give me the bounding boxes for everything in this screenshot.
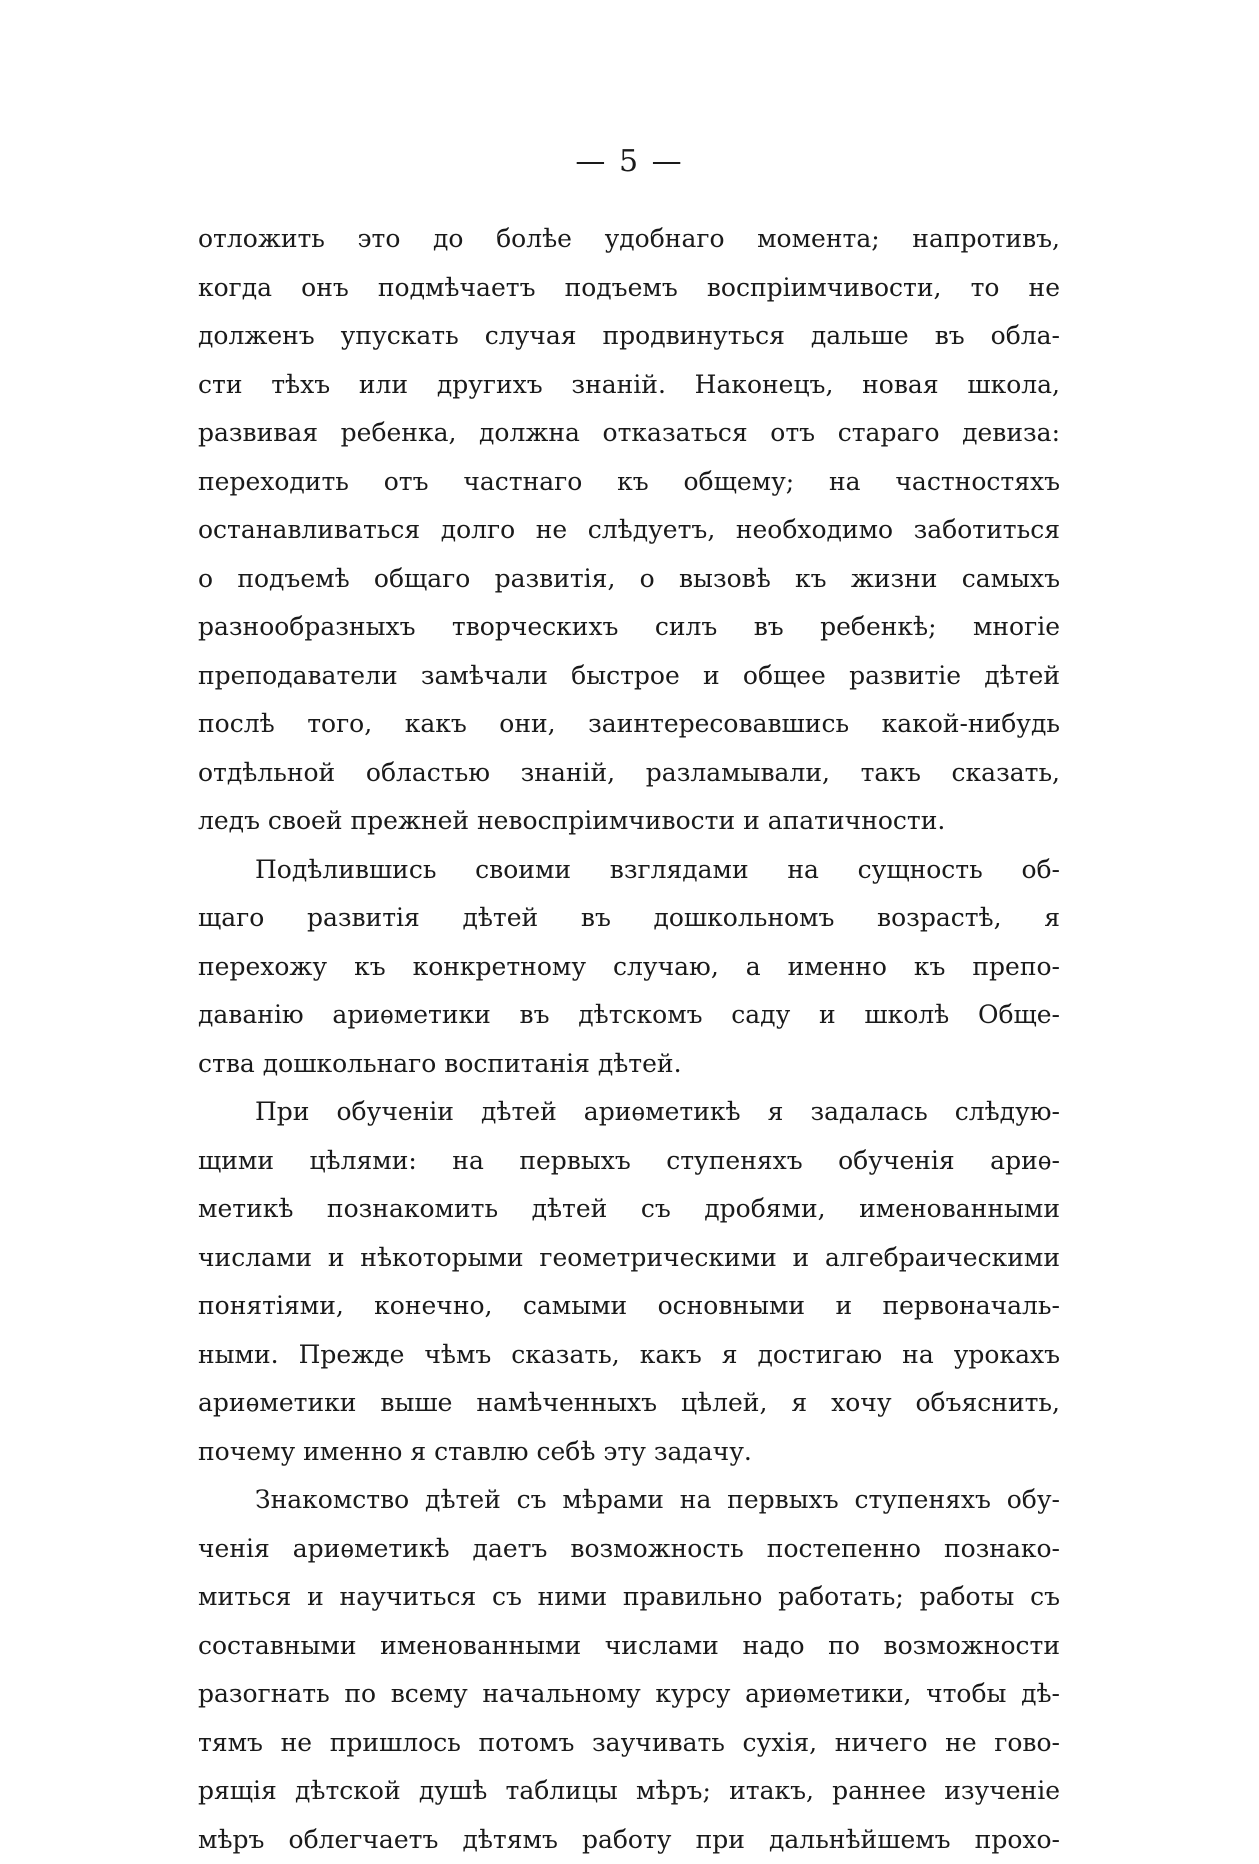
text-line: Подѣлившись своими взглядами на сущность об- — [198, 846, 1060, 895]
text-line: составными именованными числами надо по возможности — [198, 1622, 1060, 1671]
paragraph — [198, 1088, 1060, 1476]
text-line: отдѣльной областью знаній, разламывали, такъ сказать, — [198, 749, 1060, 798]
text-line: преподаватели замѣчали быстрое и общее развитіе дѣтей — [198, 652, 1060, 701]
text-line: даванію ариѳметики въ дѣтскомъ саду и школѣ Обще- — [198, 991, 1060, 1040]
text-line: ства дошкольнаго воспитанія дѣтей. — [198, 1040, 1060, 1089]
text-line: щаго развитія дѣтей въ дошкольномъ возрастѣ, я — [198, 894, 1060, 943]
text-line: числами и нѣкоторыми геометрическими и алгебраическими — [198, 1234, 1060, 1283]
text-line: понятіями, конечно, самыми основными и первоначаль- — [198, 1282, 1060, 1331]
text-line: ченія ариѳметикѣ даетъ возможность постепенно познако- — [198, 1525, 1060, 1574]
text-line: сти тѣхъ или другихъ знаній. Наконецъ, новая школа, — [198, 361, 1060, 410]
paragraph — [198, 1476, 1060, 1864]
text-line: При обученіи дѣтей ариѳметикѣ я задалась слѣдую- — [198, 1088, 1060, 1137]
text-line: миться и научиться съ ними правильно работать; работы съ — [198, 1573, 1060, 1622]
page-number: — 5 — — [0, 144, 1259, 179]
body-text — [198, 215, 1060, 1864]
text-line: отложить это до болѣе удобнаго момента; напротивъ, — [198, 215, 1060, 264]
text-line: почему именно я ставлю себѣ эту задачу. — [198, 1428, 1060, 1477]
text-line: о подъемѣ общаго развитія, о вызовѣ къ жизни самыхъ — [198, 555, 1060, 604]
text-line: рящія дѣтской душѣ таблицы мѣръ; итакъ, раннее изученіе — [198, 1767, 1060, 1816]
text-line: ными. Прежде чѣмъ сказать, какъ я достигаю на урокахъ — [198, 1331, 1060, 1380]
text-line: долженъ упускать случая продвинуться дальше въ обла- — [198, 312, 1060, 361]
text-line: ариѳметики выше намѣченныхъ цѣлей, я хочу объяснить, — [198, 1379, 1060, 1428]
text-line: ледъ своей прежней невоспріимчивости и апатичности. — [198, 797, 1060, 846]
text-line: мѣръ облегчаетъ дѣтямъ работу при дальнѣйшемъ прохо- — [198, 1816, 1060, 1864]
paragraph — [198, 846, 1060, 1089]
text-line: разогнать по всему начальному курсу ариѳметики, чтобы дѣ- — [198, 1670, 1060, 1719]
text-line: тямъ не пришлось потомъ заучивать сухія, ничего не гово- — [198, 1719, 1060, 1768]
text-line: щими цѣлями: на первыхъ ступеняхъ обученія ариѳ- — [198, 1137, 1060, 1186]
text-line: развивая ребенка, должна отказаться отъ стараго девиза: — [198, 409, 1060, 458]
text-line: останавливаться долго не слѣдуетъ, необходимо заботиться — [198, 506, 1060, 555]
text-line: переходить отъ частнаго къ общему; на частностяхъ — [198, 458, 1060, 507]
paragraph — [198, 215, 1060, 846]
text-line: Знакомство дѣтей съ мѣрами на первыхъ ступеняхъ обу- — [198, 1476, 1060, 1525]
text-line: послѣ того, какъ они, заинтересовавшись какой-нибудь — [198, 700, 1060, 749]
text-line: метикѣ познакомить дѣтей съ дробями, именованными — [198, 1185, 1060, 1234]
text-line: разнообразныхъ творческихъ силъ въ ребенкѣ; многіе — [198, 603, 1060, 652]
text-line: перехожу къ конкретному случаю, а именно къ препо- — [198, 943, 1060, 992]
text-line: когда онъ подмѣчаетъ подъемъ воспріимчивости, то не — [198, 264, 1060, 313]
